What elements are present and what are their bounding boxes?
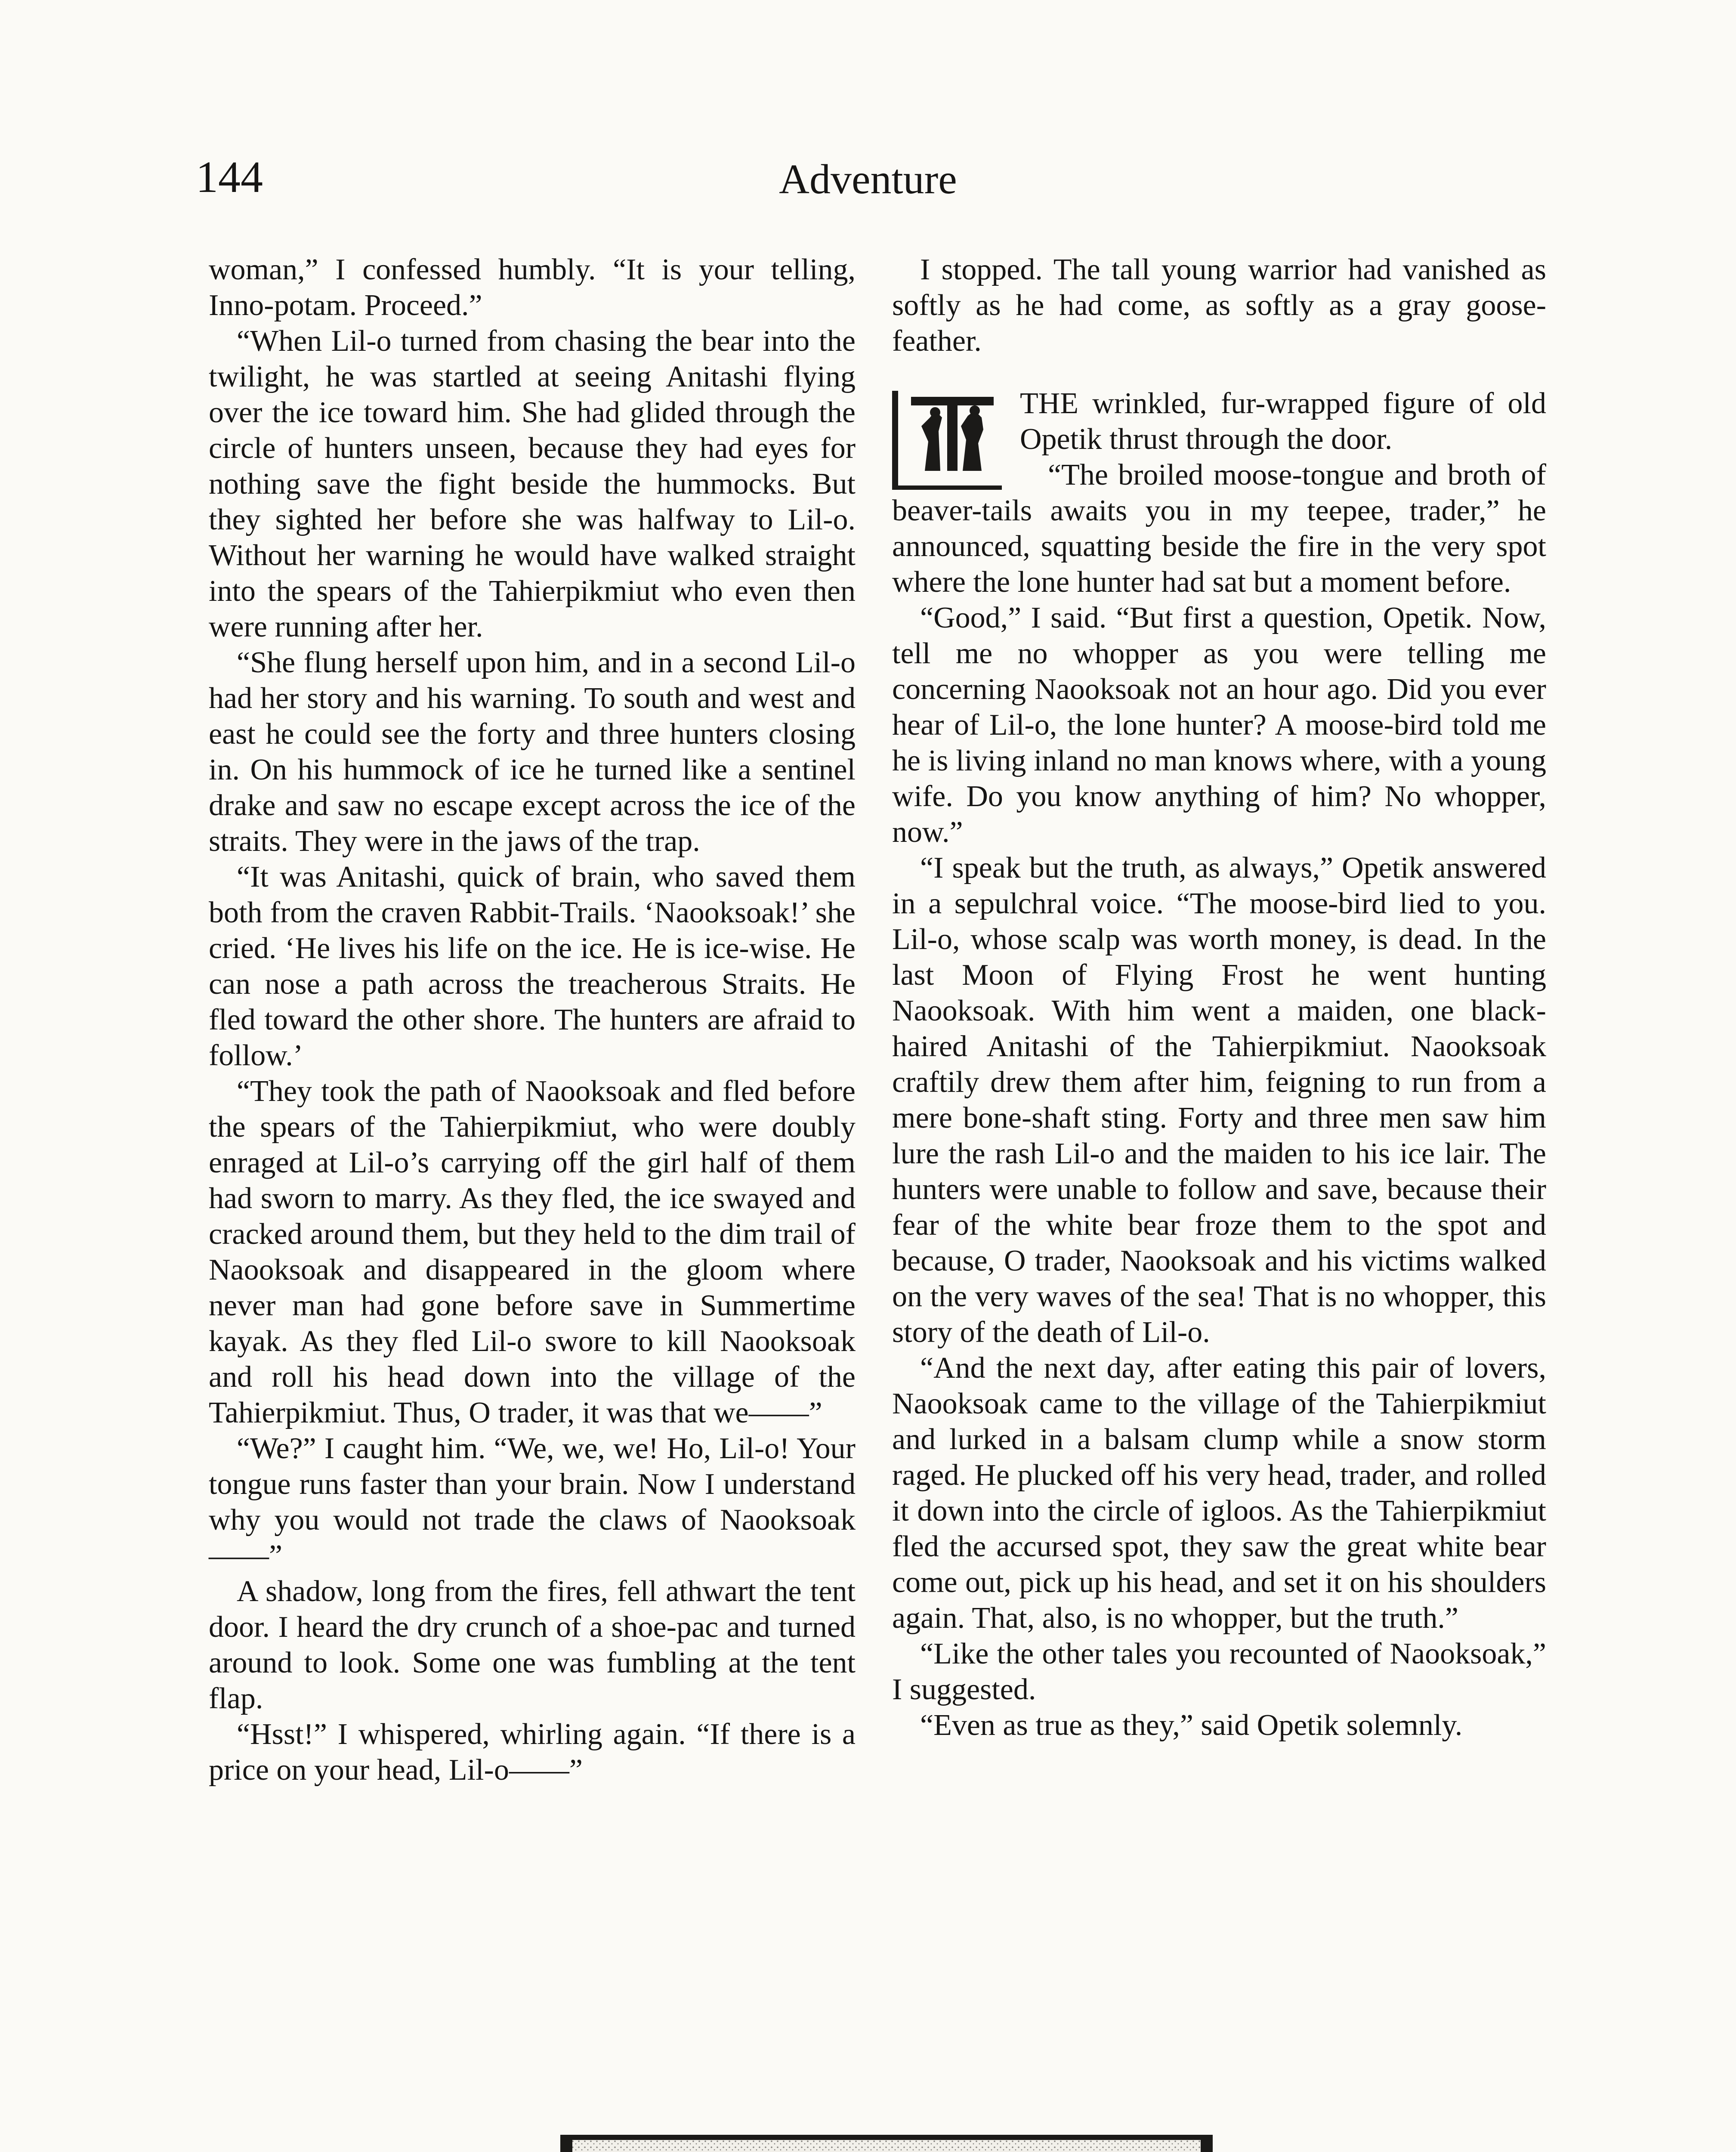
paragraph: “We?” I caught him. “We, we, we! Ho, Lil-o! Your tongue runs faster than your brain. Now I understand why you would not trade the claws of Naooksoak——” <box>209 1432 856 1572</box>
paragraph: “Good,” I said. “But first a question, Opetik. Now, tell me no whopper as you were telling me concerning Naooksoak not an hour ago. Did you ever hear of Lil-o, the lone hunter? A moose-bird told me he is living inland no man knows where, with a young wife. Do you know anything of him? No whopper, now.” <box>892 601 1546 849</box>
paragraph: “She flung herself upon him, and in a second Lil-o had her story and his warning. To south and west and east he could see the forty and three hunters closing in. On his hummock of ice he turned like a sentinel drake and saw no escape except across the ice of the straits. They were in the jaws of the trap. <box>209 646 856 858</box>
running-head: Adventure <box>779 156 957 203</box>
paragraph: “When Lil-o turned from chasing the bear into the twilight, he was startled at seeing Anitashi flying over the ice toward him. She had glided through the circle of hunters unseen, because they had eyes for nothing save the fight beside the hummocks. But they sighted her before she was halfway to Lil-o. Without her warning he would have walked straight into the spears of the Tahierpikmiut who even then were running after her. <box>209 325 856 643</box>
paragraph: A shadow, long from the fires, fell athwart the tent door. I heard the dry crunch of a shoe-pac and turned around to look. Some one was fumbling at the tent flap. <box>209 1575 856 1715</box>
paragraph: “And the next day, after eating this pair of lovers, Naooksoak came to the village of the Tahierpikmiut and lurked in a balsam clump while a snow storm raged. He plucked off his very head, trader, and rolled it down into the circle of igloos. As the Tahierpikmiut fled the accursed spot, they saw the great white bear come out, pick up his head, and set it on his shoulders again. That, also, is no whopper, but the truth.” <box>892 1351 1546 1635</box>
paragraph: “Like the other tales you recounted of Naooksoak,” I suggested. <box>892 1637 1546 1706</box>
paragraph: woman,” I confessed humbly. “It is your telling, Inno-potam. Proceed.” <box>209 253 856 322</box>
paragraph: “They took the path of Naooksoak and fled before the spears of the Tahierpikmiut, who were doubly enraged at Lil-o’s carrying off the girl half of them had sworn to marry. As they fled, the ice swayed and cracked around them, but they held to the dim trail of Naooksoak and disappeared in the gloom where never man had gone before save in Summertime kayak. As they fled Lil-o swore to kill Naooksoak and roll his head down into the village of the Tahierpikmiut. Thus, O trader, it was that we——” <box>209 1075 856 1429</box>
tailpiece-illustration <box>559 2134 1214 2152</box>
paragraph: “Hsst!” I whispered, whirling again. “If there is a price on your head, Lil-o——” <box>209 1718 856 1787</box>
ornamental-drop-cap-t-icon <box>892 391 1002 490</box>
section-opening-paragraph <box>892 386 1546 457</box>
paragraph: “Even as true as they,” said Opetik solemnly. <box>920 1709 1463 1742</box>
paragraph: “The broiled moose-tongue and broth of beaver-tails awaits you in my teepee, trader,” he announced, squatting beside the fire in the very spot where the lone hunter had sat but a moment before. <box>892 458 1546 599</box>
figures-illustration-icon <box>909 392 995 478</box>
page-number: 144 <box>196 152 263 202</box>
paragraph: I stopped. The tall young warrior had vanished as softly as he had come, as softly as a gray goose-feather. <box>892 253 1546 358</box>
section-opening-text: THE wrinkled, fur-wrapped figure of old Opetik thrust through the door. <box>1020 387 1546 456</box>
paragraph: “I speak but the truth, as always,” Opetik answered in a sepulchral voice. “The moose-bird lied to you. Lil-o, whose scalp was worth money, is dead. In the last Moon of Flying Frost he went hunting Naooksoak. With him went a maiden, one black-haired Anitashi of the Tahierpikmiut. Naooksoak craftily drew them after him, feigning to run from a mere bone-shaft sting. Forty and three men saw him lure the rash Lil-o and the maiden to his ice lair. The hunters were unable to follow and save, because their fear of the white bear froze them to the spot and because, O trader, Naooksoak and his victims walked on the very waves of the sea! That is no whopper, this story of the death of Lil-o. <box>892 851 1546 1349</box>
right-column <box>892 252 1546 1743</box>
paragraph: “It was Anitashi, quick of brain, who saved them both from the craven Rabbit-Trails. ‘Naooksoak!’ she cried. ‘He lives his life on the ice. He is ice-wise. He can nose a path across the treacherous Straits. He fled toward the other shore. The hunters are afraid to follow.’ <box>209 860 856 1072</box>
left-column <box>209 252 856 1788</box>
